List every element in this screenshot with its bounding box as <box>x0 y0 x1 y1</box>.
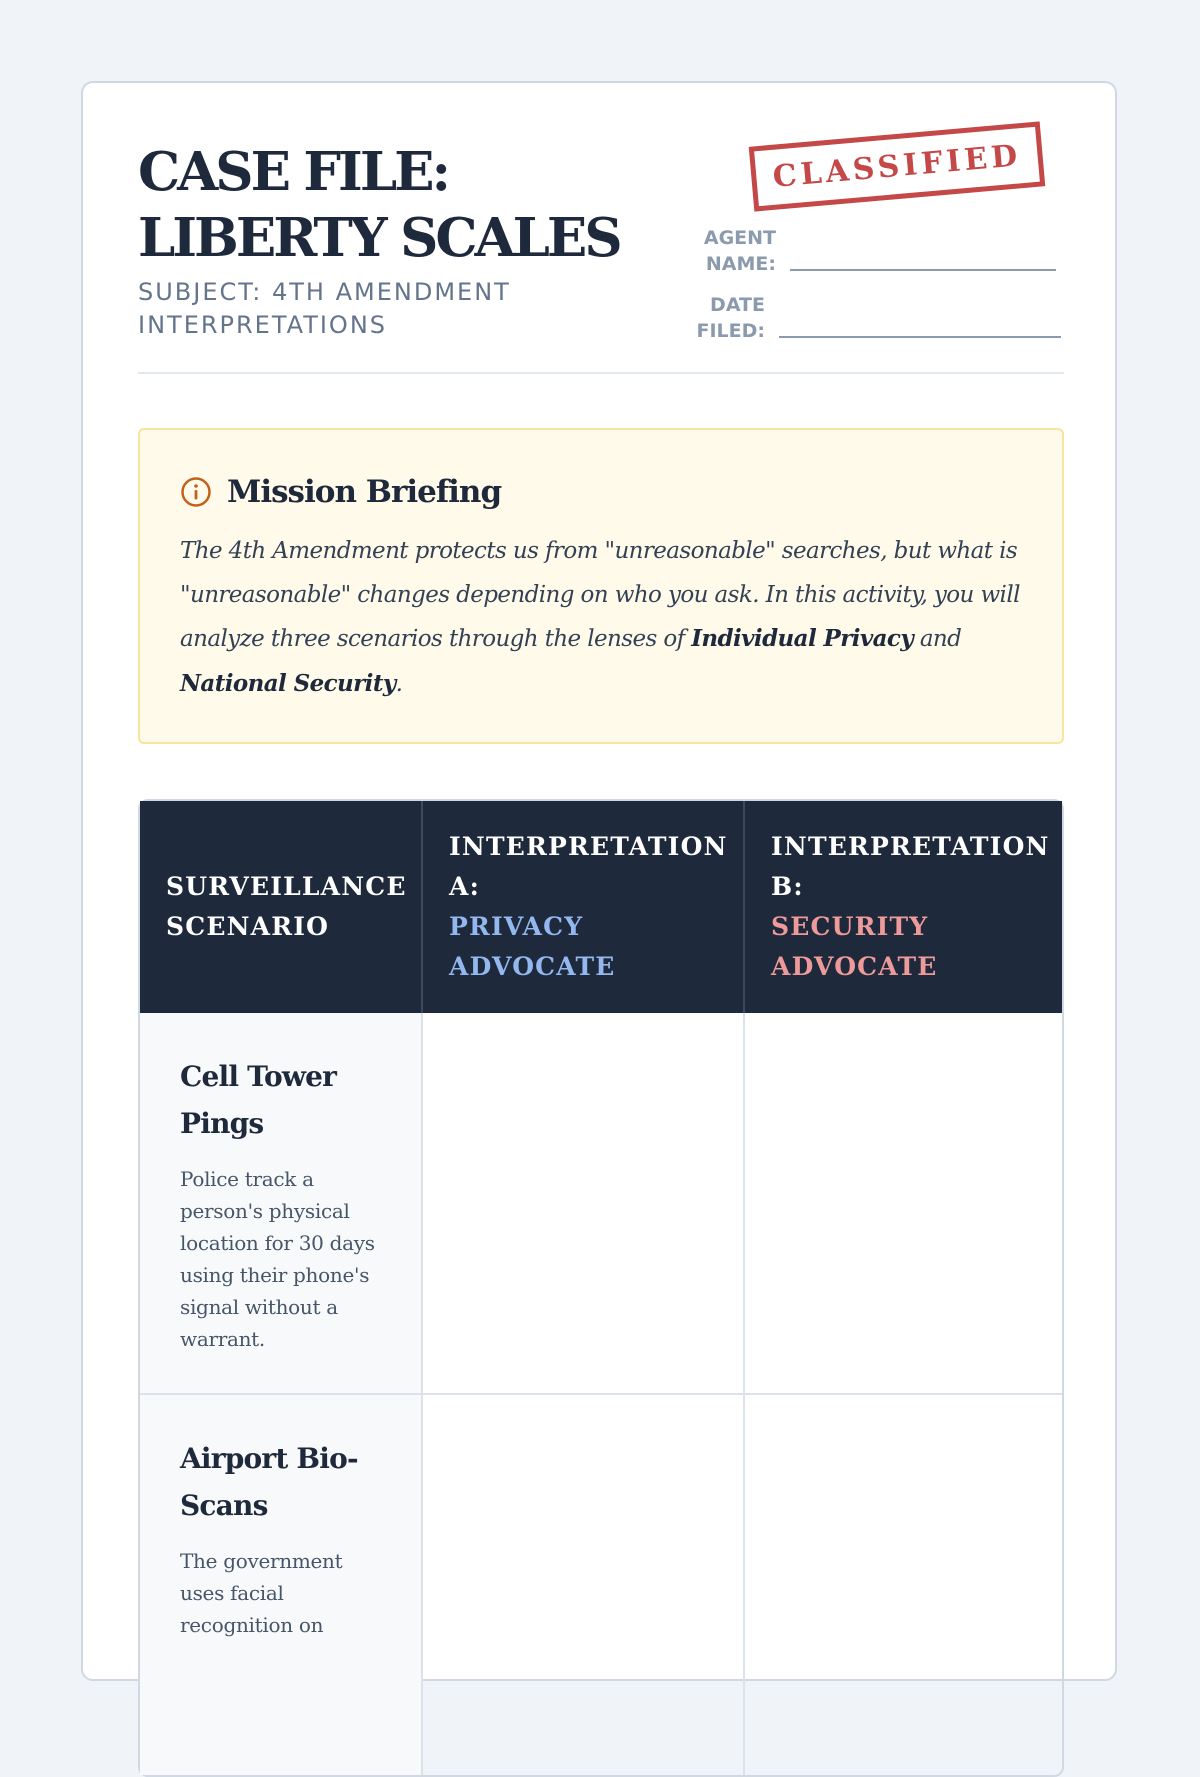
table-body <box>140 1013 1062 1775</box>
scenario-description: Police track a person's physical location for 30 days using their phone's signal without a warrant. <box>180 1167 375 1351</box>
header-interpretation-a-label: INTERPRETATION A: <box>449 832 728 901</box>
header-interpretation-b-label: INTERPRETATION B: <box>771 832 1050 901</box>
privacy-response-cell[interactable] <box>421 1013 743 1393</box>
table-row <box>140 1013 1062 1393</box>
mission-briefing-box <box>138 428 1064 744</box>
header-scenario-label: SURVEILLANCE SCENARIO <box>166 872 407 941</box>
header-security-advocate: SECURITY ADVOCATE <box>771 912 938 981</box>
scenario-cell <box>140 1013 421 1393</box>
header-interpretation-a <box>421 801 743 1013</box>
worksheet-card <box>81 81 1117 1681</box>
briefing-emphasis-privacy: Individual Privacy <box>691 625 914 652</box>
privacy-response-cell[interactable] <box>421 1395 743 1775</box>
briefing-emphasis-security: National Security <box>180 669 396 697</box>
title-line-1: CASE FILE: <box>138 141 449 203</box>
agent-name-label: AGENT NAME: <box>703 227 776 275</box>
table-row <box>140 1393 1062 1775</box>
header-privacy-advocate: PRIVACY ADVOCATE <box>449 912 616 981</box>
header-interpretation-b <box>743 801 1062 1013</box>
date-filed-line[interactable] <box>779 336 1061 338</box>
classified-stamp: CLASSIFIED <box>749 121 1046 211</box>
date-filed-label: DATE FILED: <box>696 294 765 342</box>
security-response-cell[interactable] <box>743 1395 1062 1775</box>
header-divider <box>138 372 1064 374</box>
info-circle-icon <box>180 476 212 508</box>
scenario-description: The government uses facial recognition on <box>180 1549 343 1637</box>
date-filed-field <box>683 292 1061 344</box>
scenario-name: Airport Bio-Scans <box>180 1442 358 1522</box>
briefing-title: Mission Briefing <box>227 474 502 510</box>
title-line-2: LIBERTY SCALES <box>138 207 620 269</box>
table-header <box>140 801 1062 1013</box>
briefing-text-part-1: The 4th Amendment protects us from "unreasonable" searches, but what is "unreasonable" changes depending on who you ask. In this activity, you will analyze three scenarios through the lenses of <box>180 538 1020 652</box>
header-scenario <box>140 801 421 1013</box>
briefing-text <box>180 530 1032 706</box>
scenario-table <box>138 799 1064 1777</box>
briefing-text-part-2: and <box>913 626 962 652</box>
briefing-header <box>180 472 501 512</box>
scenario-cell <box>140 1395 421 1775</box>
scenario-name: Cell Tower Pings <box>180 1060 337 1140</box>
agent-name-line[interactable] <box>790 269 1056 271</box>
briefing-text-part-3: . <box>395 670 403 697</box>
page-title <box>138 139 698 271</box>
agent-name-field <box>696 225 1056 277</box>
security-response-cell[interactable] <box>743 1013 1062 1393</box>
subject-line: SUBJECT: 4TH AMENDMENT INTERPRETATIONS <box>138 278 511 339</box>
